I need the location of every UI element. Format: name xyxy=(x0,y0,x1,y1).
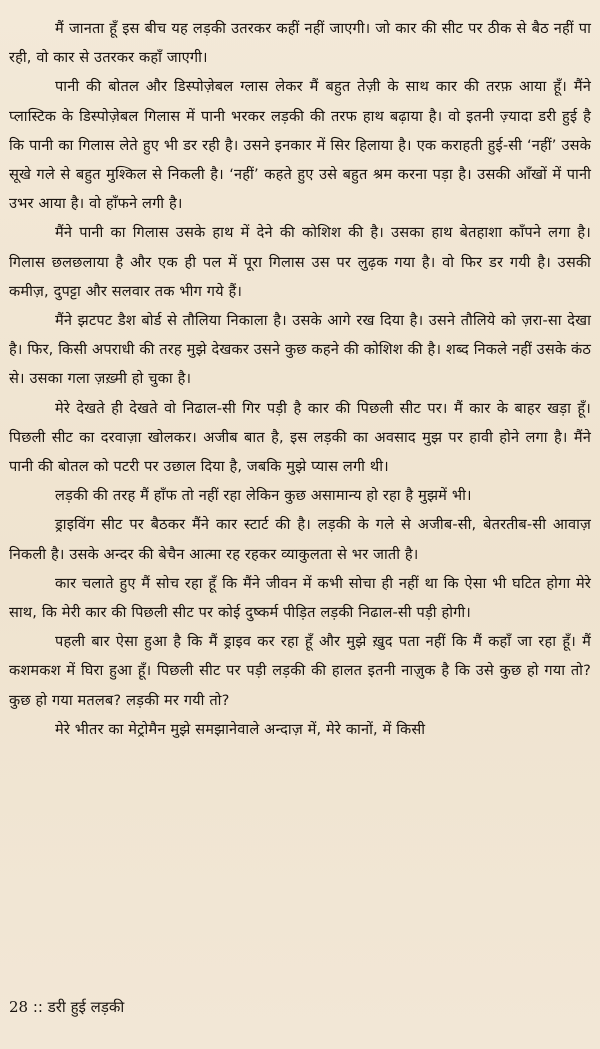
paragraph: मैंने झटपट डैश बोर्ड से तौलिया निकाला है। उसके आगे रख दिया है। उसने तौलिये को ज़रा-सा देखा है। फिर, किसी अपराधी की तरह मुझे देखकर उसने कुछ कहने की कोशिश की है। शब्द निकले नहीं उसके कंठ से। उसका गला ज़ख़्मी हो चुका है। xyxy=(9,312,591,388)
paragraph: मेरे भीतर का मेट्रोमैन मुझे समझानेवाले अन्दाज़ में, मेरे कानों, में किसी xyxy=(55,720,426,738)
paragraph: लड़की की तरह मैं हाँफ तो नहीं रहा लेकिन कुछ असामान्य हो रहा है मुझमें भी। xyxy=(55,487,472,505)
paragraph: मैंने पानी का गिलास उसके हाथ में देने की कोशिश की है। उसका हाथ बेतहाशा काँपने लगा है। गिलास छलछलाया है और एक ही पल में पूरा गिलास उस पर लुढ़क गया है। वो फिर डर गयी है। उसकी कमीज़, दुपट्टा और सलवार तक भीग गये हैं। xyxy=(9,224,591,300)
footer-separator: :: xyxy=(28,998,48,1016)
book-title: डरी हुई लड़की xyxy=(47,998,125,1016)
paragraph: मेरे देखते ही देखते वो निढाल-सी गिर पड़ी है कार की पिछली सीट पर। मैं कार के बाहर खड़ा हूँ। पिछली सीट का दरवाज़ा खोलकर। अजीब बात है, इस लड़की का अवसाद मुझ पर हावी होने लगा है। मैंने पानी की बोतल को पटरी पर उछाल दिया है, जबकि मुझे प्यास लगी थी। xyxy=(9,399,591,476)
paragraph: पहली बार ऐसा हुआ है कि मैं ड्राइव कर रहा हूँ और मुझे ख़ुद पता नहीं कि मैं कहाँ जा रहा हूँ। मैं कशमकश में घिरा हुआ हूँ। पिछली सीट पर पड़ी लड़की की हालत इतनी नाज़ुक है कि उसे कुछ हो गया तो? कुछ हो गया मतलब? लड़की मर गयी तो? xyxy=(9,633,591,709)
paragraph: ड्राइविंग सीट पर बैठकर मैंने कार स्टार्ट की है। लड़की के गले से अजीब-सी, बेतरतीब-सी आवाज़ निकली है। उसके अन्दर की बेचैन आत्मा रह रहकर व्याकुलता से भर जाती है। xyxy=(9,516,591,563)
paragraph: मैं जानता हूँ इस बीच यह लड़की उतरकर कहीं नहीं जाएगी। जो कार की सीट पर ठीक से बैठ नहीं पा रही, वो कार से उतरकर कहाँ जाएगी। xyxy=(9,20,591,67)
page-number: 28 xyxy=(9,998,29,1016)
body-text xyxy=(9,14,591,744)
paragraph: पानी की बोतल और डिस्पोज़ेबल ग्लास लेकर मैं बहुत तेज़ी के साथ कार की तरफ़ आया हूँ। मैंने प्लास्टिक के डिस्पोज़ेबल गिलास में पानी भरकर लड़की की तरफ हाथ बढ़ाया है। वो इतनी ज़्यादा डरी हुई है कि पानी का गिलास लेते हुए भी डर रही है। उसने इनकार में सिर हिलाया है। एक कराहती हुई-सी ‘नहीं’ उसके सूखे गले से बहुत मुश्किल से निकली है। ‘नहीं’ कहते हुए उसे बहुत श्रम करना पड़ा है। उसकी आँखों में पानी उभर आया है। वो हाँफने लगी है। xyxy=(9,78,591,213)
paragraph: कार चलाते हुए मैं सोच रहा हूँ कि मैंने जीवन में कभी सोचा ही नहीं था कि ऐसा भी घटित होगा मेरे साथ, कि मेरी कार की पिछली सीट पर कोई दुष्कर्म पीड़ित लड़की निढाल-सी पड़ी होगी। xyxy=(9,574,591,622)
page-footer xyxy=(9,997,124,1017)
